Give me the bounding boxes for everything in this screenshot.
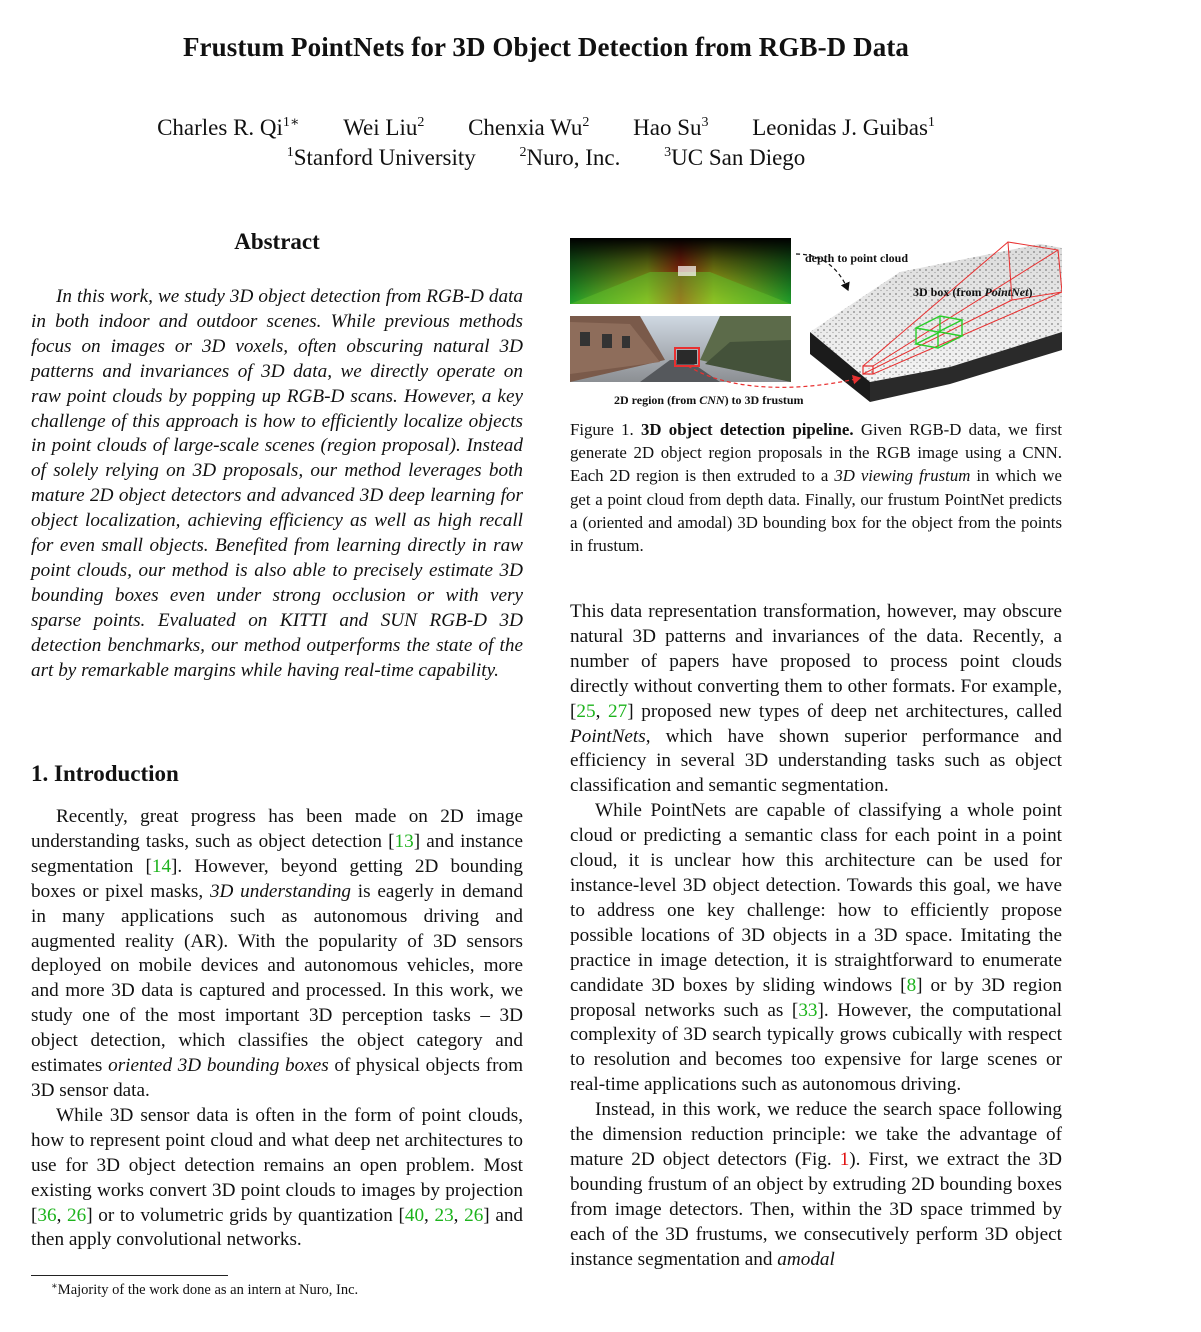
- citation-link[interactable]: 36: [37, 1204, 57, 1226]
- citation-link[interactable]: 33: [798, 999, 818, 1021]
- citation-link[interactable]: 40: [404, 1204, 425, 1226]
- paragraph: While PointNets are capable of classifying a whole point cloud or predicting a semantic class for each point in a point cloud, it is unclear how this architecture can be used for instance-level 3D object detection. Towards this goal, we have to address one key challenge: how to efficiently propose possible locations of 3D objects in a 3D space. Imitating the practice in image detection, it is straightforward to enumerate candidate 3D boxes by sliding windows [8] or by 3D region proposal networks such as [33]. However, the computational complexity of 3D search typically grows cubically with respect to resolution and becomes too expensive for large scenes or real-time applications such as autonomous driving.: [570, 800, 1062, 1096]
- paragraph: This data representation transformation, however, may obscure natural 3D patterns and invariances of the data. Recently, a number of papers have proposed to process point clouds directly without converting them to other formats. For example, [25, 27] proposed new types of deep net architectures, called PointNets, which have shown superior performance and efficiency in several 3D understanding tasks such as object classification and semantic segmentation.: [570, 601, 1062, 797]
- paragraph: While 3D sensor data is often in the form of point clouds, how to represent point cloud and what deep net architectures to use for 3D object detection remains an open problem. Most existing works convert 3D point clouds to images by projection [36, 26] or to volumetric grids by quantization [40, 23, 26] and then apply convolutional networks.: [31, 1104, 524, 1251]
- author: Chenxia Wu$^2$: [468, 115, 590, 140]
- point-cloud: [810, 244, 1062, 402]
- author-block: [0, 113, 1092, 173]
- citation-link[interactable]: 13: [394, 830, 414, 852]
- pipeline-illustration: [570, 232, 1062, 410]
- author: Leonidas J. Guibas$^1$: [752, 115, 935, 140]
- rgb-image: [570, 316, 791, 382]
- affiliation: $^2$Nuro, Inc.: [519, 145, 621, 170]
- depth-image: [570, 238, 791, 304]
- citation-link[interactable]: 23: [434, 1204, 454, 1226]
- author: Wei Liu$^2$: [343, 115, 425, 140]
- abstract-body: [31, 285, 523, 684]
- section-heading-introduction: 1. Introduction: [31, 761, 179, 786]
- author: Hao Su$^3$: [633, 115, 709, 140]
- footnote-rule: [31, 1275, 228, 1276]
- citation-link[interactable]: 27: [608, 700, 628, 722]
- right-column-body: [570, 600, 1062, 1272]
- label-2d-region: 2D region (from CNN) to 3D frustum: [614, 393, 804, 407]
- citation-link[interactable]: 25: [576, 700, 596, 722]
- paragraph: Instead, in this work, we reduce the search space following the dimension reduction principle: we take the advantage of mature 2D object detectors (Fig. 1). First, we extract the 3D bounding frustum of an object by extruding 2D bounding boxes from image detectors. Then, within the 3D space trimmed by each of the 3D frustums, we consecutively perform 3D object instance segmentation and amodal: [570, 1099, 1062, 1270]
- affiliation: $^3$UC San Diego: [664, 145, 806, 170]
- paper-title: Frustum PointNets for 3D Object Detection from RGB-D Data: [182, 32, 910, 62]
- footnote: ∗Majority of the work done as an intern at Nuro, Inc.: [51, 1281, 359, 1298]
- author: Charles R. $Qi^{1∗}$: [157, 115, 300, 140]
- citation-link[interactable]: 26: [67, 1204, 87, 1226]
- figure-1-caption: Figure 1. 3D object detection pipeline. Given RGB-D data, we first generate 2D object region proposals in the RGB image using a CNN. Each 2D region is then extruded to a 3D viewing frustum in which we get a point cloud from depth data. Finally, our frustum PointNet predicts a (oriented and amodal) 3D bounding box for the object from the points in frustum.: [570, 420, 1062, 556]
- citation-link[interactable]: 8: [906, 974, 917, 996]
- label-3d-box: 3D box (from PointNet): [913, 285, 1033, 299]
- author-names: [0, 113, 1092, 143]
- citation-link[interactable]: 26: [464, 1204, 484, 1226]
- figure-reference-link[interactable]: 1: [839, 1148, 850, 1170]
- introduction-body: [31, 805, 523, 1253]
- paragraph: Recently, great progress has been made on 2D image understanding tasks, such as object detection [13] and instance segmentation [14]. However, beyond getting 2D bounding boxes or pixel masks, 3D understanding is eagerly in demand in many applications such as autonomous driving and augmented reality (AR). With the popularity of 3D sensors deployed on mobile devices and autonomous vehicles, more and more 3D data is captured and processed. In this work, we study one of the most important 3D perception tasks – 3D object detection, which classifies the object category and estimates oriented 3D bounding boxes of physical objects from 3D sensor data.: [31, 806, 523, 1101]
- label-depth-to-point-cloud: depth to point cloud: [805, 251, 909, 265]
- figure-1: [570, 232, 1062, 410]
- abstract-heading: Abstract: [234, 229, 320, 254]
- affiliation: $^1$Stanford University: [286, 145, 476, 170]
- abstract-text: In this work, we study 3D object detection from RGB-D data in both indoor and outdoor scenes. While previous methods focus on images or 3D voxels, often obscuring natural 3D patterns and invariances of 3D data, we directly operate on raw point clouds by popping up RGB-D scans. However, a key challenge of this approach is how to efficiently localize objects in point clouds of large-scale scenes (region proposal). Instead of solely relying on 3D proposals, our method leverages both mature 2D object detectors and advanced 3D deep learning for object localization, achieving efficiency as well as high recall for even small objects. Benefited from learning directly in raw point clouds, our method is also able to precisely estimate 3D bounding boxes even under strong occlusion or with very sparse points. Evaluated on KITTI and SUN RGB-D 3D detection benchmarks, our method outperforms the state of the art by remarkable margins while having real-time capability.: [31, 286, 523, 681]
- citation-link[interactable]: 14: [151, 855, 172, 877]
- affiliations: [0, 143, 1092, 173]
